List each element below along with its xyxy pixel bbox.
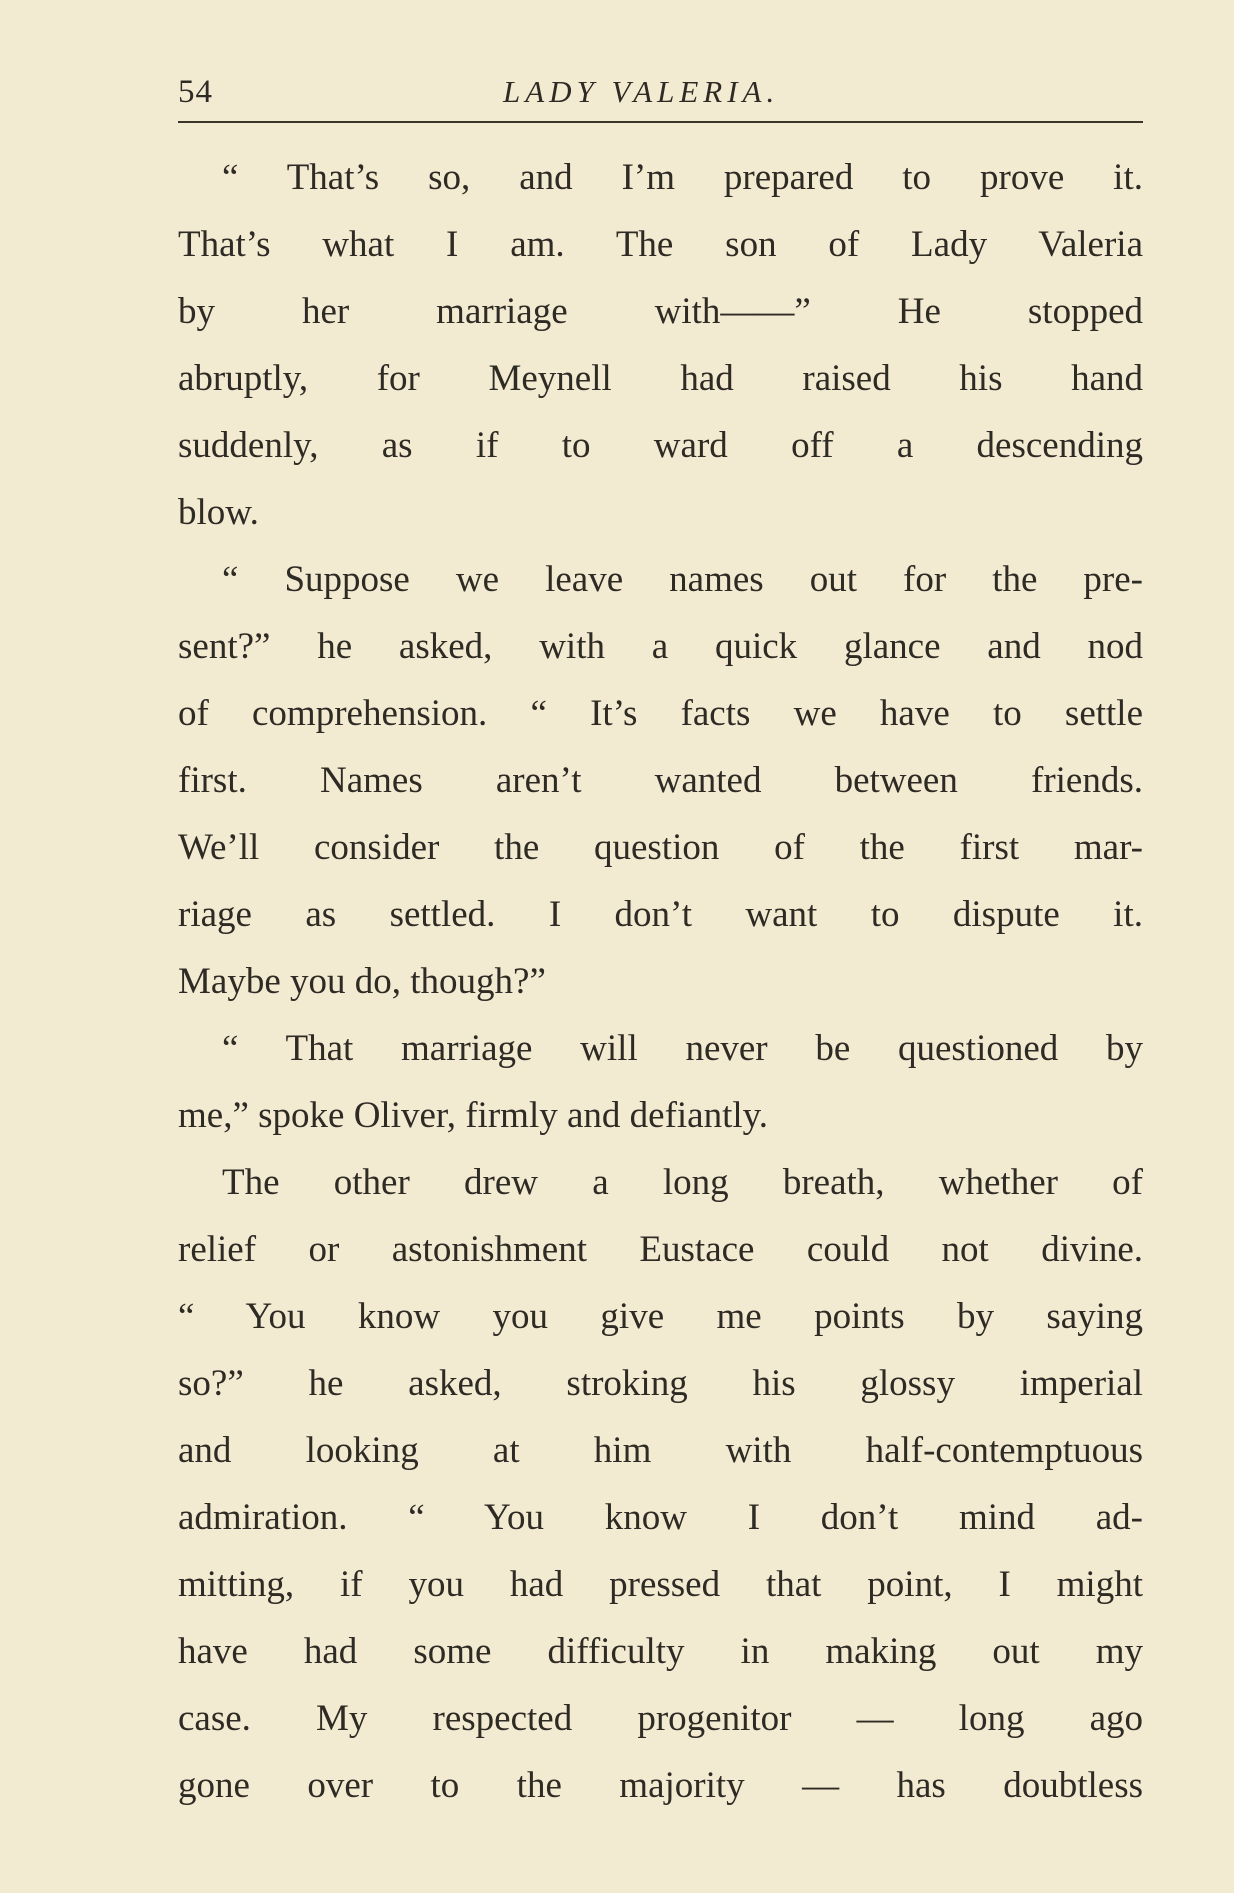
text-line: riage as settled. I don’t want to dispute it.	[178, 894, 1143, 935]
text-line: of comprehension. “ It’s facts we have to settle	[178, 693, 1143, 734]
text-line: relief or astonishment Eustace could not divine.	[178, 1229, 1143, 1270]
text-line: sent?” he asked, with a quick glance and nod	[178, 626, 1143, 667]
text-line: Maybe you do, though?”	[178, 961, 546, 1002]
text-line: first. Names aren’t wanted between friends.	[178, 760, 1143, 801]
text-line: and looking at him with half-contemptuous	[178, 1430, 1143, 1471]
header-rule	[178, 121, 1143, 123]
text-line: blow.	[178, 492, 259, 533]
text-line: case. My respected progenitor — long ago	[178, 1698, 1143, 1739]
text-line: abruptly, for Meynell had raised his hand	[178, 358, 1143, 399]
text-line: “ Suppose we leave names out for the pre-	[222, 559, 1143, 600]
page-number: 54	[178, 74, 213, 110]
text-line: That’s what I am. The son of Lady Valeria	[178, 224, 1143, 265]
text-line: “ That’s so, and I’m prepared to prove it.	[222, 157, 1143, 198]
text-line: suddenly, as if to ward off a descending	[178, 425, 1143, 466]
text-line: mitting, if you had pressed that point, I might	[178, 1564, 1143, 1605]
text-line: The other drew a long breath, whether of	[222, 1162, 1143, 1203]
text-line: “ That marriage will never be questioned by	[222, 1028, 1143, 1069]
text-line: me,” spoke Oliver, firmly and defiantly.	[178, 1095, 768, 1136]
text-line: “ You know you give me points by saying	[178, 1296, 1143, 1337]
text-line: admiration. “ You know I don’t mind ad-	[178, 1497, 1143, 1538]
body-text	[178, 144, 1143, 1819]
running-title: LADY VALERIA.	[503, 74, 780, 109]
page-header	[178, 74, 1143, 124]
text-line: We’ll consider the question of the first mar-	[178, 827, 1143, 868]
text-line: by her marriage with——” He stopped	[178, 291, 1143, 332]
text-line: have had some difficulty in making out my	[178, 1631, 1143, 1672]
text-line: so?” he asked, stroking his glossy imperial	[178, 1363, 1143, 1404]
text-line: gone over to the majority — has doubtless	[178, 1765, 1143, 1806]
